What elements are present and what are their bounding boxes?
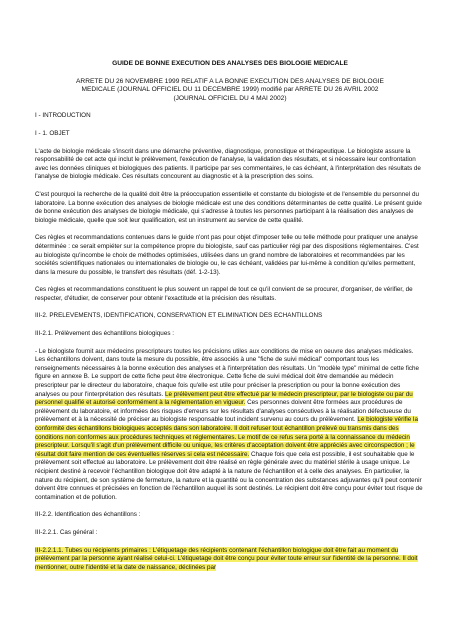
document-title: GUIDE DE BONNE EXECUTION DES ANALYSES DES BIOLOGIE MEDICALE [112, 60, 348, 67]
section-heading-iii21: III-2.1. Prélèvement des échantillons biologiques : [35, 330, 174, 338]
paragraph-text: Chaque fois que cela est possible, il est souhaitable que le prélèvement soit effectué au laboratoire. Le prélèvement doit être réalisé en règle générale avec du matériel stérile à usage unique. Le récipient destiné à recevoir l'échantillon biologique doit être adapté à la nature de l'échantillon et à celle des analyses. En particulier, la nature du récipient, de son système de fermeture, la nature et la quantité ou la concentration des substances adjuvantes qu'il peut contenir doivent être connues et précisées en fonction de l'échantillon auquel ils sont destinés. Le récipient doit être conçu pour éviter tout risque de contamination et de pollution. [35, 450, 423, 501]
subtitle-line: MEDICALE (JOURNAL OFFICIEL DU 11 DECEMBRE 1999) modifié par ARRETE DU 26 AVRIL 2002 [81, 86, 379, 94]
paragraph-prelevement [35, 348, 425, 503]
section-heading-introduction: I - INTRODUCTION [35, 112, 91, 120]
paragraph-tubes [35, 547, 425, 573]
section-heading-iii221: III-2.2.1. Cas général : [35, 528, 98, 536]
section-heading-iii2: III-2. PRELEVEMENTS, IDENTIFICATION, CONSERVATION ET ELIMINATION DES ECHANTILLONS [35, 312, 323, 320]
paragraph-qualite: C'est pourquoi la recherche de la qualité doit être la préoccupation essentielle et constante du biologiste et de l'ensemble du personnel du laboratoire. La bonne exécution des analyses de biologie médicale est une des conditions déterminantes de cette qualité. Le présent guide de bonne exécution des analyses de biologie médicale, qui s'adresse à toutes les personnes participant à la réalisation des analyses de biologie médicale, quelle que soit leur qualification, est un instrument au service de cette qualité. [35, 190, 422, 224]
highlighted-text: Le prélèvement peut être effectué par le médecin prescripteur, par le biologiste ou par du personnel qualifié et autorisé conformément à la réglementation en vigueur. [35, 390, 413, 407]
paragraph-objet: L'acte de biologie médicale s'inscrit dans une démarche préventive, diagnostique, pronostique et thérapeutique. Le biologiste assure la responsabilité de cet acte qui inclut le prélèvement, l'exécution de l'analyse, la validation des résultats, et si nécessaire leur confrontation avec les données cliniques et biologiques des patients. Il participe par ses commentaires, le cas échéant, à l'interprétation des résultats de l'analyse de biologie médicale. Ces résultats concourent au diagnostic et à la prescription des soins. [35, 147, 421, 181]
subtitle-line: (JOURNAL OFFICIEL DU 4 MAI 2002) [173, 94, 287, 102]
paragraph-text: - Le biologiste fournit aux médecins prescripteurs toutes les précisions utiles aux conditions de mise en oeuvre des analyses médicales. Les échantillons doivent, dans toute la mesure du possible, être associés à une "fiche de suivi médical" comportant tous les renseignements nécessaires à la bonne exécution des analyses et à l'interprétation des résultats. Un "modèle type" minimal de cette fiche figure en annexe B. Le support de cette fiche peut être électronique. Cette fiche de suivi médical doit être demandée au médecin prescripteur par le directeur du laboratoire, chaque fois qu'elle est utile pour préciser la prescription ou pour la bonne exécution des analyses ou pour l'interprétation des résultats. [35, 347, 420, 398]
highlighted-text: III-2.2.1.1. Tubes ou récipients primaires : L'étiquetage des récipients contenant l'échantillon biologique doit être fait au moment du prélèvement par la personne ayant réalisé celui-ci. L'étiquetage doit être conçu pour éviter toute erreur sur l'identité de la personne. Il doit mentionner, outre l'identité et la date de naissance, déclinées par [35, 546, 418, 571]
paragraph-text: Ces personnes doivent être formées aux procédures de prélèvement du laboratoire, et informées des risques d'erreurs sur les résultats d'analyses consécutives à la réalisation défectueuse du prélèvement et à la nécessité de préciser au biologiste responsable tout incident survenu au cours du prélèvement. [35, 399, 411, 424]
section-heading-objet: I - 1. OBJET [35, 129, 70, 137]
section-heading-iii22: III-2.2. Identification des échantillons : [35, 511, 141, 519]
paragraph-rappel: Ces règles et recommandations constituent le plus souvent un rappel de tout ce qu'il convient de se procurer, d'organiser, de vérifier, de respecter, d'étudier, de conserver pour obtenir l'exactitude et la précision des résultats. [35, 286, 413, 302]
document-subtitle [35, 78, 425, 104]
subtitle-line: ARRETE DU 26 NOVEMBRE 1999 RELATIF A LA BONNE EXECUTION DES ANALYSES DE BIOLOGIE [76, 77, 384, 85]
highlighted-text: Le biologiste vérifie la conformité des échantillons biologiques acceptés dans son laboratoire. Il doit refuser tout échantillon prélevé ou transmis dans des conditions non conformes aux procédures techniques et réglementaires. Le motif de ce refus sera porté à la connaissance du médecin prescripteur. Lorsqu'il s'agit d'un prélèvement difficile ou unique, les critères d'acceptation doivent être appréciés avec circonspection ; le résultat doit faire mention de ces éventuelles réserves si cela est nécessaire. [35, 416, 418, 458]
paragraph-regles: Ces règles et recommandations contenues dans le guide n'ont pas pour objet d'imposer telle ou telle méthode pour pratiquer une analyse déterminée : ce serait empiéter sur la compétence propre du biologiste, sauf cas particulier régi par des dispositions réglementaires. C'est au biologiste qu'incombe le choix de méthodes optimisées, utilisées dans un grand nombre de laboratoires et recommandées par les sociétés scientifiques nationales ou internationales de biologie ou, le cas échéant, validées par lui-même à condition qu'elles permettent, dans la mesure du possible, le transfert des résultats (déf. 1-2-13). [35, 234, 419, 276]
